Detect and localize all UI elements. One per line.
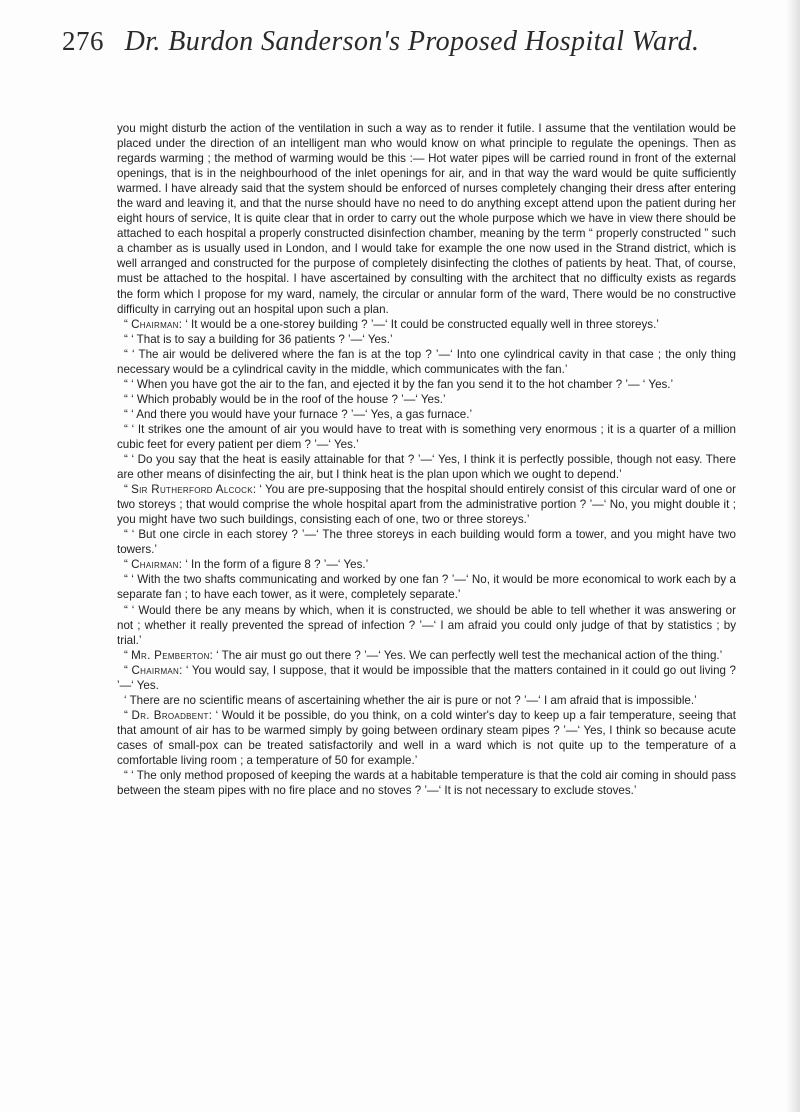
running-title: Dr. Burdon Sanderson's Proposed Hospital Ward.: [124, 26, 700, 57]
paragraph: [117, 121, 736, 317]
paragraph-text: “ ‘ It strikes one the amount of air you would have to treat with is something very enormous ; it is a quarter of a million cubic feet for every patient per diem ? ’—‘ Yes.’: [117, 422, 736, 451]
paragraph: [117, 648, 736, 663]
quote-mark: “: [124, 663, 132, 677]
paragraph: [117, 452, 736, 482]
paragraph-text: : ‘ Would it be possible, do you think, on a cold winter's day to keep up a fair temperature, seeing that that amount of air has to be warmed simply by going between ordinary steam pipes ? ’—‘ Yes, I think so because acute cases of small-pox can be treated satisfactorily and well in a ward which is not quite up to the temperature of a comfortable living room ; a temperature of 50 for example.’: [117, 708, 736, 767]
paragraph: [117, 572, 736, 602]
paragraph: [117, 768, 736, 798]
paragraph: [117, 557, 736, 572]
paragraph: [117, 347, 736, 377]
paragraph: [117, 407, 736, 422]
paragraph: [117, 392, 736, 407]
quote-mark: “: [124, 317, 132, 331]
page-header: [62, 26, 762, 66]
speaker-name: Dr. Broadbent: [131, 708, 209, 722]
page-number: 276: [62, 26, 104, 56]
body-text: [117, 121, 736, 798]
paragraph: [117, 332, 736, 347]
paragraph-text: “ ‘ Do you say that the heat is easily attainable for that ? ’—‘ Yes, I think it is perfectly possible, though not easy. There are other means of disinfecting the air, but I think heat is the plan upon which we ought to depend.’: [117, 453, 736, 482]
paragraph: [117, 422, 736, 452]
paragraph-text: : ‘ The air must go out there ? ’—‘ Yes. We can perfectly well test the mechanical action of the thing.’: [209, 648, 723, 662]
paragraph-text: “ ‘ And there you would have your furnace ? ’—‘ Yes, a gas furnace.’: [124, 407, 473, 421]
paragraph-text: “ ‘ When you have got the air to the fan, and ejected it by the fan you send it to the hot chamber ? ’— ‘ Yes.’: [124, 377, 674, 391]
paragraph-text: : ‘ You would say, I suppose, that it would be impossible that the matters contained in it could go out living ? ’—‘ Yes.: [117, 663, 736, 692]
paragraph-text: : ‘ It would be a one-storey building ? ’—‘ It could be constructed equally well in three storeys.’: [178, 317, 659, 331]
paragraph: [117, 693, 736, 708]
paragraph-text: “ ‘ That is to say a building for 36 patients ? ’—‘ Yes.’: [124, 332, 393, 346]
paragraph-text: : ‘ You are pre-supposing that the hospital should entirely consist of this circular ward of one or two storeys ; that would comprise the whole hospital apart from the administrative portion ? ’—‘ No, you might double it ; you might have two such buildings, consisting each of one, two or three storeys.’: [117, 483, 736, 527]
paragraph-text: “ ‘ But one circle in each storey ? ’—‘ The three storeys in each building would form a tower, and you might have two towers.’: [117, 528, 736, 557]
paragraph: [117, 663, 736, 693]
paragraph-text: ‘ There are no scientific means of ascertaining whether the air is pure or not ? ’—‘ I am afraid that is impossible.’: [124, 693, 697, 707]
paragraph: [117, 377, 736, 392]
speaker-name: Chairman: [131, 558, 179, 572]
paragraph-text: “ ‘ The air would be delivered where the fan is at the top ? ’—‘ Into one cylindrical cavity in that case ; the only thing necessary would be a cylindrical cavity in the middle, which communicates with the fan.’: [117, 347, 736, 376]
paragraph-text: “ ‘ The only method proposed of keeping the wards at a habitable temperature is that the cold air coming in should pass between the steam pipes with no fire place and no stoves ? ’—‘ It is not necessary to exclude stoves.’: [117, 769, 736, 798]
paragraph: [117, 527, 736, 557]
paragraph: [117, 482, 736, 527]
speaker-name: Mr. Pemberton: [131, 648, 210, 662]
quote-mark: “: [124, 558, 132, 572]
speaker-name: Chairman: [131, 663, 180, 677]
paragraph: [117, 708, 736, 768]
page-edge-shadow: [786, 0, 800, 1112]
paragraph-text: : ‘ In the form of a figure 8 ? ’—‘ Yes.’: [178, 558, 369, 572]
speaker-name: Sir Rutherford Alcock: [131, 483, 253, 497]
paragraph-text: “ ‘ With the two shafts communicating and worked by one fan ? ’—‘ No, it would be more economical to work each by a separate fan ; to have each tower, as it were, completely separate.’: [117, 573, 736, 602]
paragraph-text: “ ‘ Which probably would be in the roof of the house ? ’—‘ Yes.’: [124, 392, 446, 406]
quote-mark: “: [124, 648, 132, 662]
paragraph: [117, 603, 736, 648]
paragraph-text: you might disturb the action of the ventilation in such a way as to render it futile. I assume that the ventilation would be placed under the direction of an intelligent man who would know on what principle to regulate the openings. Then as regards warming ; the method of warming would be this :— Hot water pipes will be carried round in front of the external openings, that is in the neighbourhood of the inlet openings for air, and in that way the ward would be quite sufficiently warmed. I have already said that the system should be enforced of nurses completely changing their dress after entering the ward and leaving it, and that the nurse should have no need to do anything except attend upon the patient during her eight hours of service, It is quite clear that in order to carry out the whole purpose which we have in view there should be attached to each hospital a properly constructed disinfection chamber, meaning by the term “ properly constructed ” such a chamber as is usually used in London, and I would take for example the one now used in the Strand district, which is well arranged and constructed for the purpose of completely disinfecting the clothes of patients by heat. That, of course, must be attached to the hospital. I have ascertained by consulting with the architect that no difficulty exists as regards the form which I propose for my ward, namely, the circular or annular form of the ward, There would be no constructive difficulty in carrying out an hospital upon such a plan.: [117, 122, 736, 316]
quote-mark: “: [124, 483, 132, 497]
quote-mark: “: [124, 708, 132, 722]
speaker-name: Chairman: [131, 317, 179, 331]
paragraph-text: “ ‘ Would there be any means by which, when it is constructed, we should be able to tell whether it was answering or not ; whether it really prevented the spread of infection ? ’—‘ I am afraid you could only judge of that by statistics ; by trial.’: [117, 603, 736, 647]
paragraph: [117, 317, 736, 332]
